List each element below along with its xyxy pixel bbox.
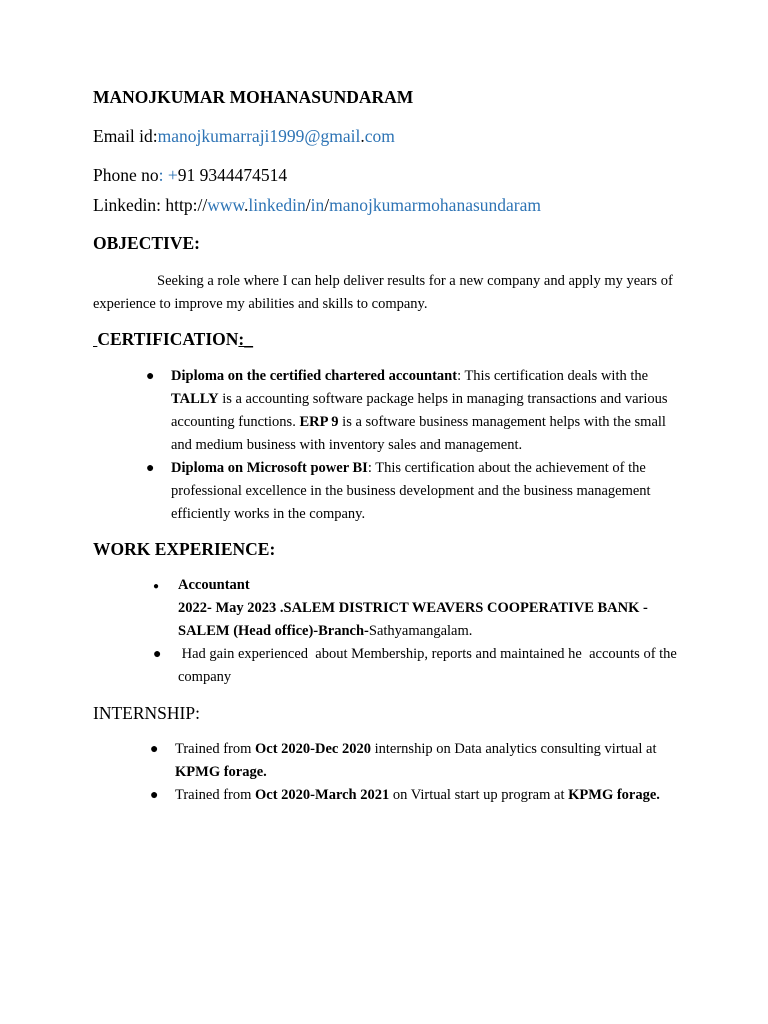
linkedin-label: Linkedin: http://	[93, 195, 208, 215]
list-item	[146, 365, 671, 457]
job-location: Sathyamangalam.	[368, 623, 473, 639]
certification-heading-text: CERTIFICATION	[97, 329, 239, 349]
phone-separator: : +	[158, 165, 178, 185]
bullet-icon: ●	[146, 369, 155, 384]
intern-1-org: KPMG forage.	[175, 764, 267, 780]
list-item	[150, 784, 675, 807]
work-heading: WORK EXPERIENCE:	[93, 539, 276, 559]
bullet-icon: ●	[146, 461, 155, 476]
email-label: Email id:	[93, 126, 158, 146]
linkedin-user[interactable]: manojkumarmohanasundaram	[329, 195, 542, 215]
bullet-icon: ●	[150, 788, 159, 803]
certification-heading	[93, 329, 253, 350]
cert-2-title: Diploma on Microsoft power BI	[171, 460, 368, 476]
internship-heading-text: INTERNSHIP	[93, 703, 196, 723]
internship-heading	[93, 703, 200, 724]
cert-1-erp: ERP 9	[299, 414, 339, 430]
intern-1-text-2: internship on Data analytics consulting virtual at	[370, 741, 657, 757]
list-item	[150, 738, 675, 784]
cert-1-title: Diploma on the certified chartered accountant	[171, 368, 458, 384]
objective-text: Seeking a role where I can help deliver results for a new company and apply my years of experience to improve my abilities and skills to company.	[93, 273, 673, 312]
email-dot: .	[360, 126, 365, 146]
objective-heading: OBJECTIVE:	[93, 233, 200, 253]
intern-2-org: KPMG forage.	[568, 787, 660, 803]
linkedin-slash-1: /	[305, 195, 311, 215]
bullet-icon: ●	[153, 647, 162, 662]
phone-label: Phone no	[93, 165, 159, 185]
cert-1-text-2: is a accounting software package helps in managing transactions and various accounting functions.	[171, 391, 668, 430]
email-line	[93, 126, 395, 147]
intern-1-text-1: Trained from	[175, 741, 256, 757]
linkedin-slash-2: /	[324, 195, 330, 215]
linkedin-in[interactable]: in	[310, 195, 325, 215]
certification-heading-suffix: :_	[238, 329, 253, 349]
certification-list	[146, 365, 671, 526]
bullet-icon: ●	[153, 581, 160, 592]
list-item	[153, 643, 681, 689]
email-user[interactable]: manojkumarraji1999@gmail	[157, 126, 361, 146]
linkedin-line	[93, 195, 541, 216]
candidate-name: MANOJKUMAR MOHANASUNDARAM	[93, 87, 414, 107]
list-item	[153, 574, 678, 643]
internship-heading-colon: :	[195, 703, 200, 723]
phone-number: 91 9344474514	[177, 165, 288, 185]
cert-1-text-3: is a software business management helps with the small and medium business with inventory sales and management.	[171, 414, 666, 453]
intern-2-text-1: Trained from	[175, 787, 256, 803]
email-tld[interactable]: com	[364, 126, 395, 146]
job-title: Accountant	[178, 577, 250, 593]
cert-1-tally: TALLY	[171, 391, 219, 407]
intern-1-dates: Oct 2020-Dec 2020	[255, 741, 371, 757]
phone-line	[93, 165, 287, 186]
job-description: Had gain experienced about Membership, reports and maintained he accounts of the company	[178, 646, 681, 685]
cert-2-text: : This certification about the achievement of the professional excellence in the business development and the business management efficiently works in the company.	[171, 460, 651, 522]
intern-2-dates: Oct 2020-March 2021	[255, 787, 390, 803]
intern-2-text-2: on Virtual start up program at	[389, 787, 569, 803]
linkedin-dot: .	[244, 195, 249, 215]
job-detail: 2022- May 2023 .SALEM DISTRICT WEAVERS COOPERATIVE BANK -SALEM (Head office)-Branch-	[178, 600, 648, 639]
bullet-icon: ●	[150, 742, 159, 757]
linkedin-www[interactable]: www	[207, 195, 245, 215]
internship-list	[150, 738, 675, 807]
linkedin-domain[interactable]: linkedin	[248, 195, 306, 215]
list-item	[146, 457, 671, 526]
cert-1-text-1: : This certification deals with the	[457, 368, 649, 384]
work-list	[153, 574, 681, 689]
